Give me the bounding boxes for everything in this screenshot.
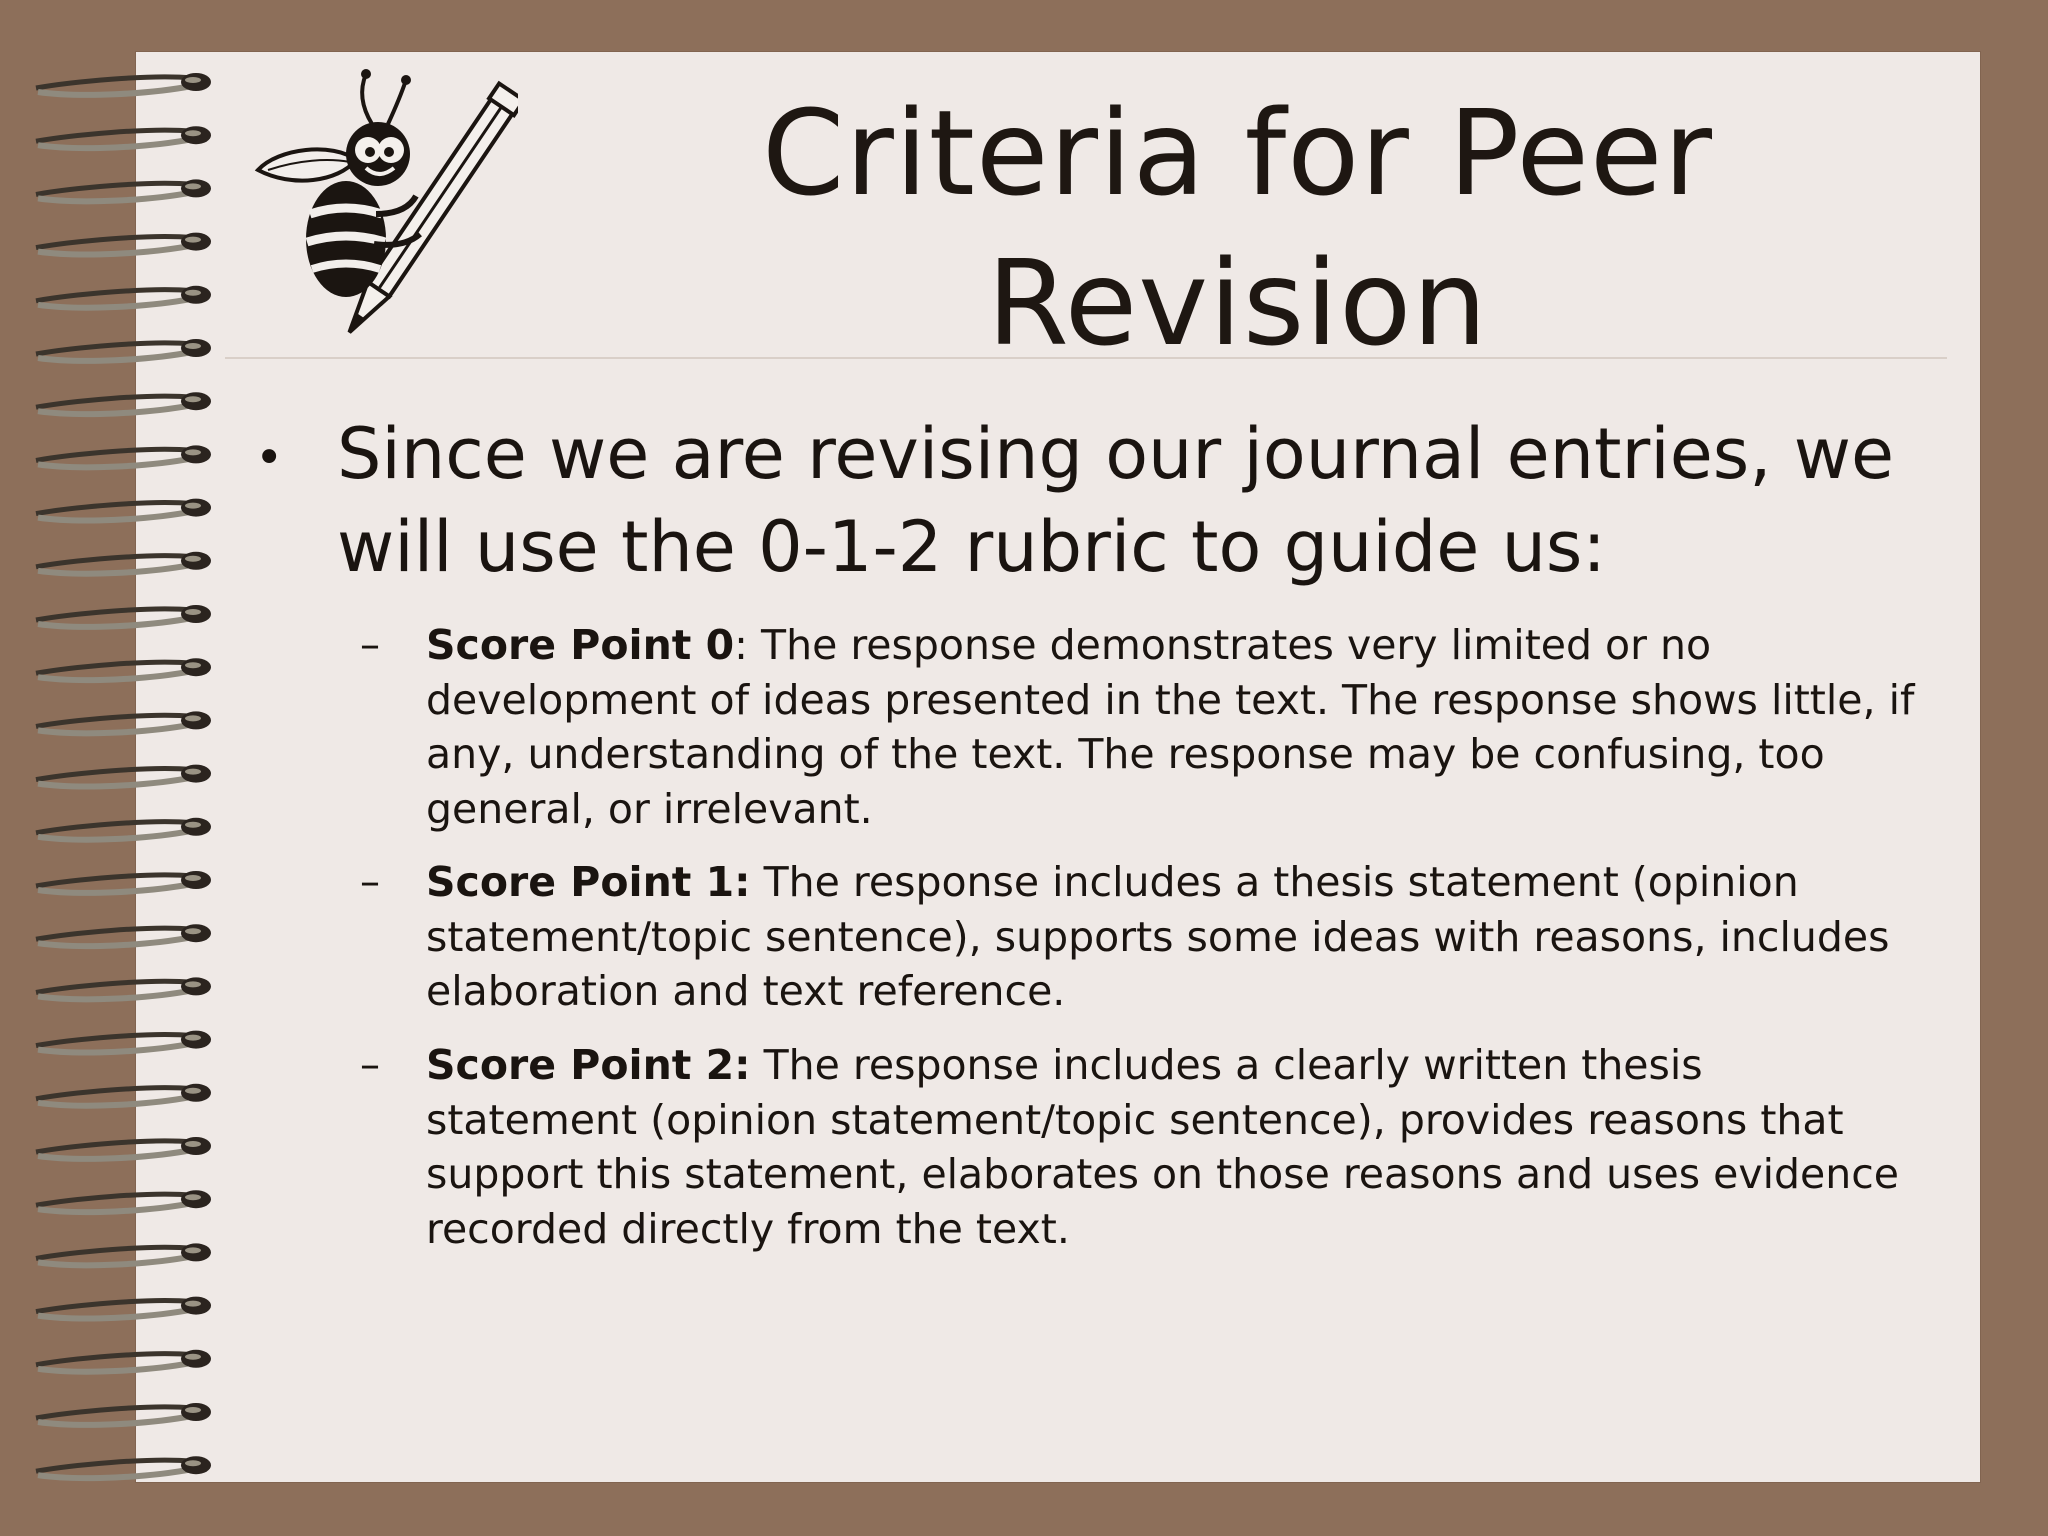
spiral-ring — [36, 1243, 211, 1265]
spiral-ring — [36, 924, 211, 946]
spiral-ring — [36, 392, 211, 414]
title-line-1: Criteria for Peer — [761, 84, 1714, 222]
score-point-0-description: The response demonstrates very limited or no development of ideas presented in the text. The response shows little, if any, understanding of the text. The response may be confusing, too general, or irrelevant. — [426, 621, 1915, 833]
sub-bullet-marker: – — [360, 622, 380, 668]
bee-with-pencil-icon — [238, 64, 518, 364]
bullet-marker: • — [255, 430, 284, 486]
score-point-0-text — [426, 618, 1926, 836]
spiral-ring — [36, 233, 211, 255]
spiral-ring — [36, 1350, 211, 1372]
spiral-ring — [36, 179, 211, 201]
spiral-ring — [36, 605, 211, 627]
score-point-0-separator: : — [734, 621, 748, 669]
score-point-1-label: Score Point 1 — [426, 858, 735, 906]
spiral-ring — [36, 1031, 211, 1053]
score-point-2-text — [426, 1038, 1926, 1256]
slide-title — [700, 78, 1775, 378]
sub-bullet-marker: – — [360, 1042, 380, 1088]
score-point-1-description: The response includes a thesis statement (opinion statement/topic sentence), supports some ideas with reasons, includes elaboration and text reference. — [426, 858, 1890, 1015]
spiral-ring — [36, 1456, 211, 1478]
spiral-ring — [36, 499, 211, 521]
spiral-ring — [36, 339, 211, 361]
bullet-text: Since we are revising our journal entries, we will use the 0-1-2 rubric to guide us: — [337, 413, 1895, 588]
spiral-ring — [36, 658, 211, 680]
score-point-1-separator: : — [734, 858, 751, 906]
spiral-ring — [36, 871, 211, 893]
spiral-ring — [36, 126, 211, 148]
spiral-ring — [36, 286, 211, 308]
spiral-ring — [36, 552, 211, 574]
sub-bullet-marker: – — [360, 859, 380, 905]
score-point-2-separator: : — [734, 1041, 751, 1089]
title-line-2: Revision — [986, 234, 1489, 372]
spiral-ring — [36, 1084, 211, 1106]
spiral-binding-icon — [0, 0, 240, 1536]
score-point-1-text — [426, 855, 1926, 1019]
spiral-ring — [36, 1190, 211, 1212]
spiral-ring — [36, 711, 211, 733]
spiral-ring — [36, 1137, 211, 1159]
score-point-0-label: Score Point 0 — [426, 621, 735, 669]
spiral-ring — [36, 977, 211, 999]
spiral-ring — [36, 1403, 211, 1425]
spiral-ring — [36, 765, 211, 787]
spiral-ring — [36, 1297, 211, 1319]
score-point-2-description: The response includes a clearly written thesis statement (opinion statement/topic sentence), provides reasons that support this statement, elaborates on those reasons and uses evidence recorded directly from the text. — [426, 1041, 1899, 1253]
spiral-ring — [36, 73, 211, 95]
spiral-ring — [36, 445, 211, 467]
score-point-2-label: Score Point 2 — [426, 1041, 735, 1089]
spiral-ring — [36, 818, 211, 840]
